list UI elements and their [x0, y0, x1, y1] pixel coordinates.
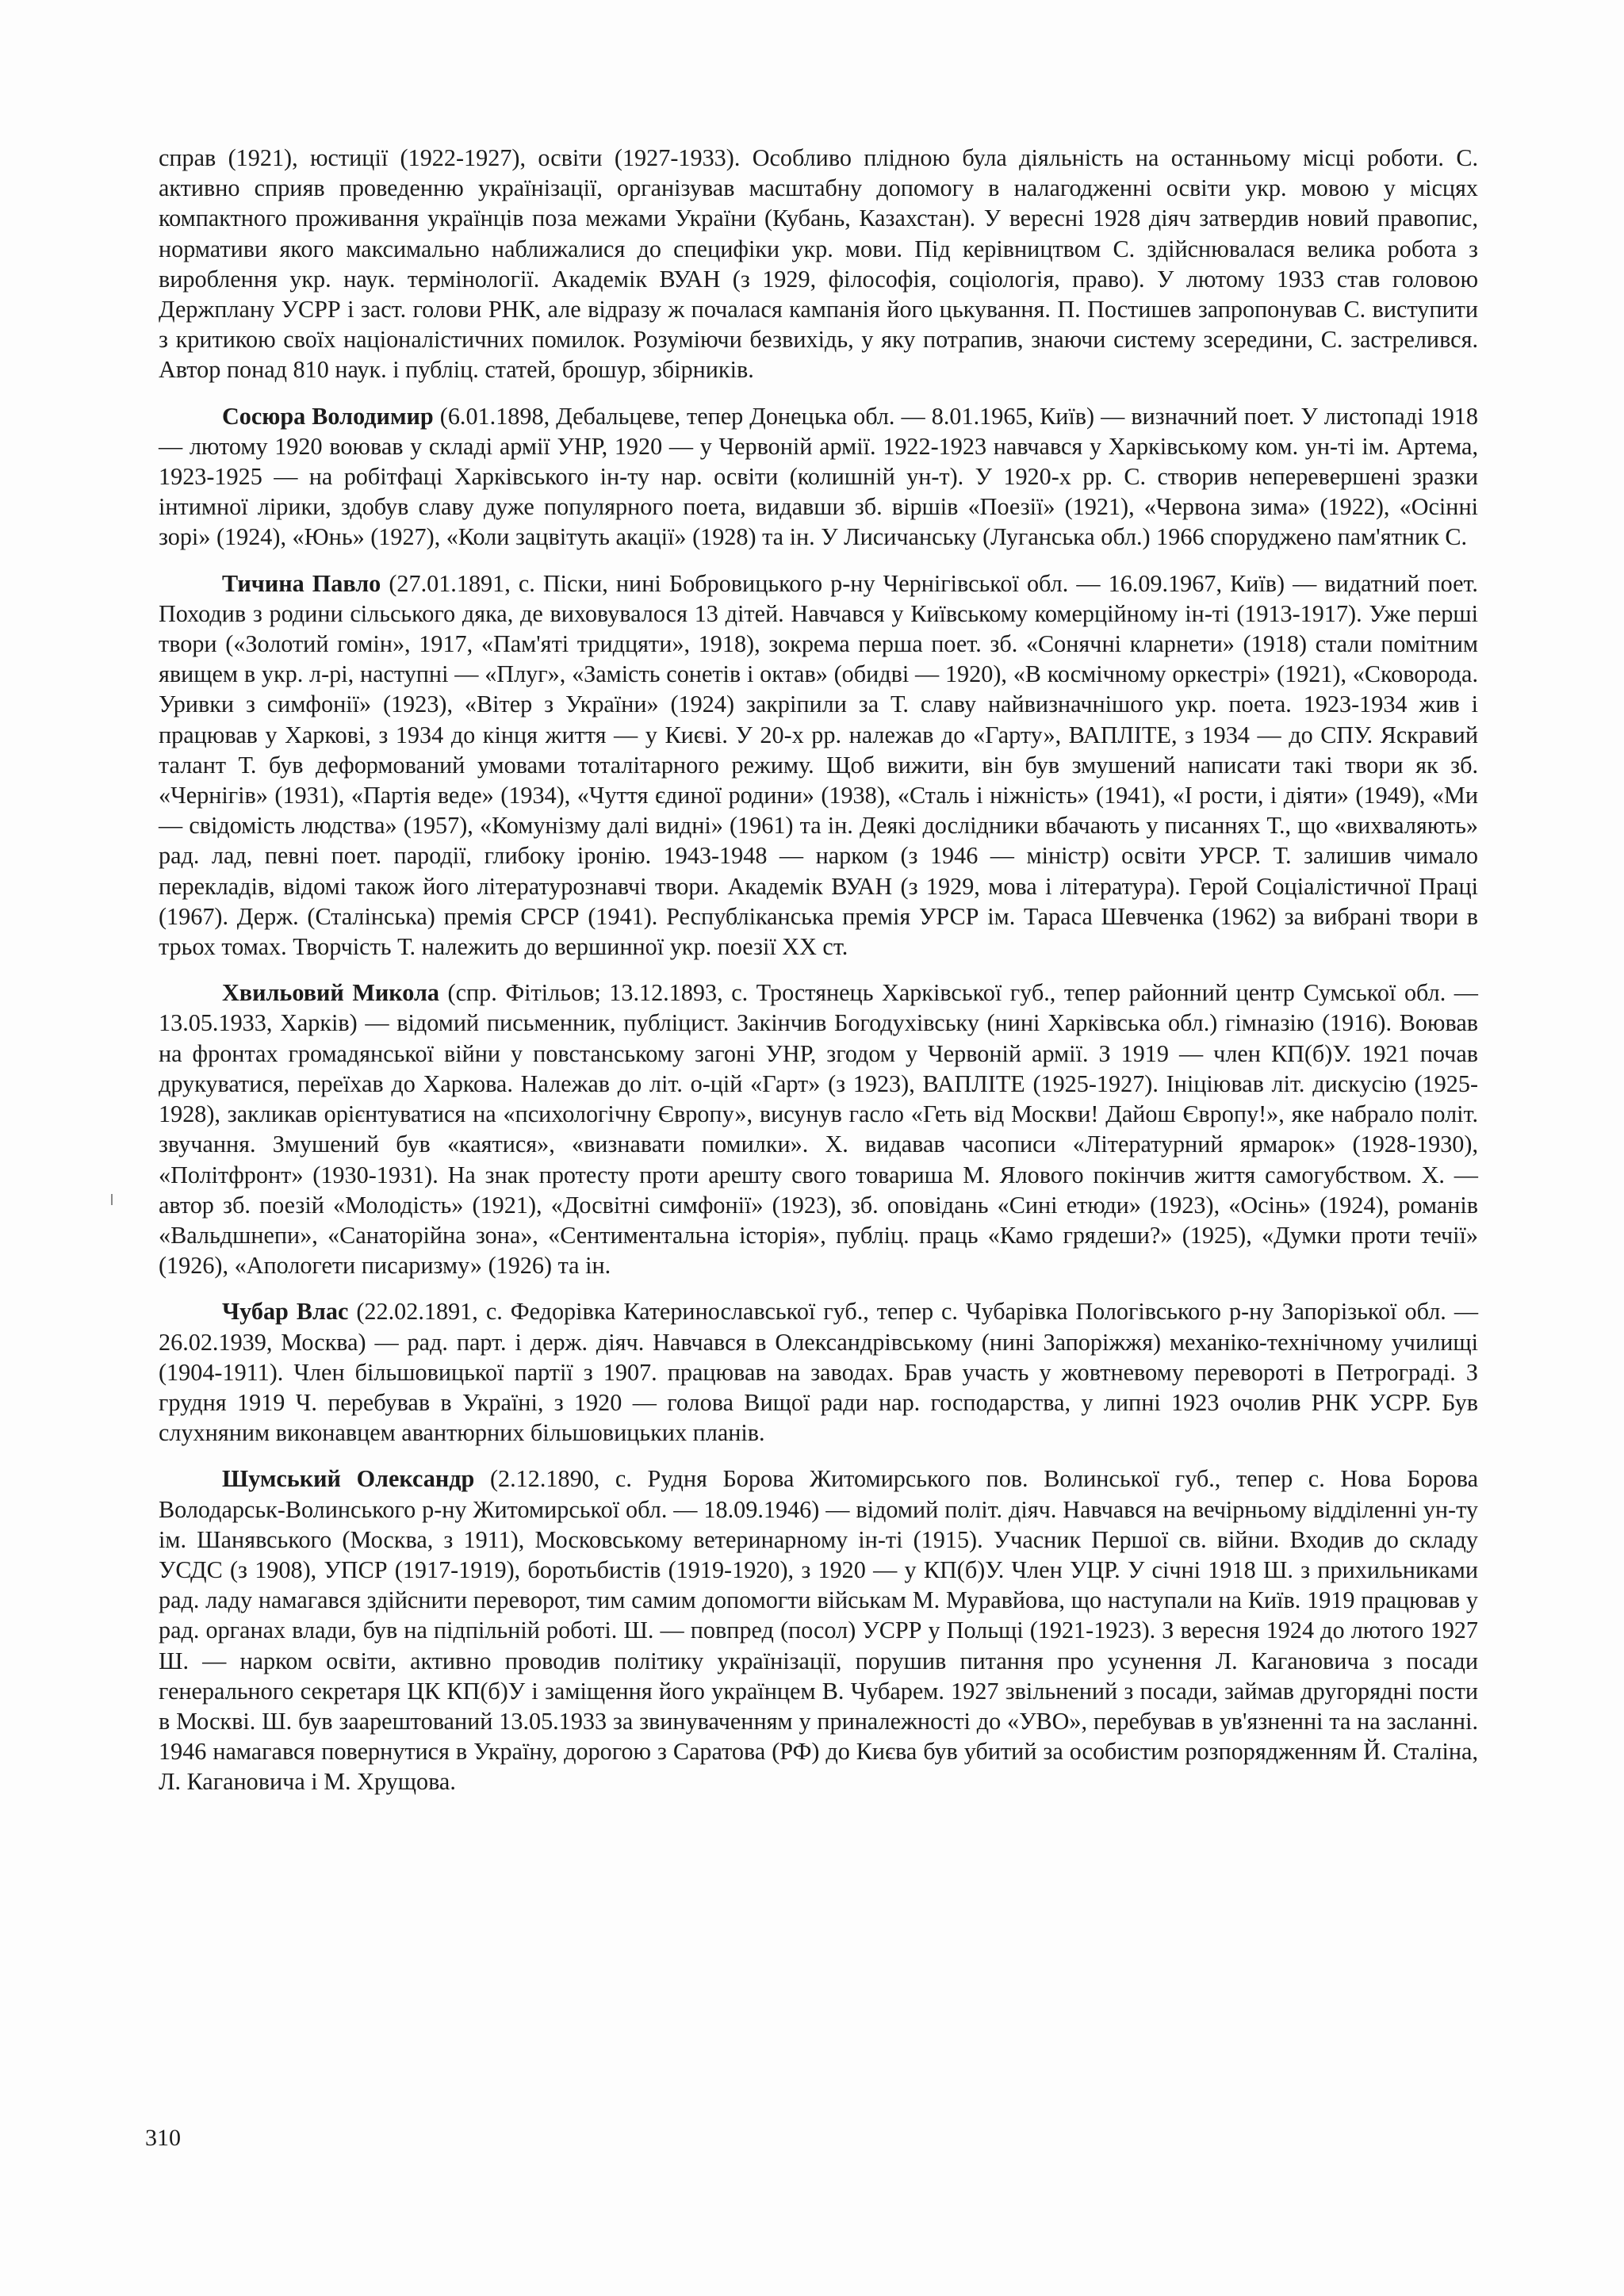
page-number: 310: [145, 2125, 181, 2151]
entry-text: (27.01.1891, с. Піски, нині Бобровицького р-ну Чернігівської обл. — 16.09.1967, Київ) — видатний поет. Походив з родини сільського дяка, де виховувалося 13 дітей. Навчався у Київському комерційному ін-ті (1913-1917). Уже перші твори («Золотий гомін», 1917, «Пам'яті тридцяти», 1918), зокрема перша поет. зб. «Сонячні кларнети» (1918) стали помітним явищем в укр. л-рі, наступні — «Плуг», «Замість сонетів і октав» (обидві — 1920), «В космічному оркестрі» (1921), «Сковорода. Уривки з симфонії» (1923), «Вітер з України» (1924) закріпили за Т. славу найвизначнішого укр. поета. 1923-1934 жив і працював у Харкові, з 1934 до кінця життя — у Києві. У 20-х рр. належав до «Гарту», ВАПЛІТЕ, з 1934 — до СПУ. Яскравий талант Т. був деформований умовами тоталітарного режиму. Щоб вижити, він був змушений написати такі твори як зб. «Чернігів» (1931), «Партія веде» (1934), «Чуття єдиної родини» (1938), «Сталь і ніжність» (1941), «І рости, і діяти» (1949), «Ми — свідомість людства» (1957), «Комунізму далі видні» (1961) та ін. Деякі дослідники вбачають у писаннях Т., що «вихваляють» рад. лад, певні поет. пародії, глибоку іронію. 1943-1948 — нарком (з 1946 — міністр) освіти УРСР. Т. залишив чимало перекладів, відомі також його літературознавчі твори. Академік ВУАН (з 1929, мова і література). Герой Соціалістичної Праці (1967). Держ. (Сталінська) премія СРСР (1941). Республіканська премія УРСР ім. Тараса Шевченка (1962) за вибрані твори в трьох томах. Творчість Т. належить до вершинної укр. поезії XX ст.: [159, 569, 1478, 961]
scan-margin-mark: [111, 1194, 113, 1205]
entry-text: (6.01.1898, Дебальцеве, тепер Донецька обл. — 8.01.1965, Київ) — визначний поет. У листопаді 1918 — лютому 1920 воював у складі армії УНР, 1920 — у Червоній армії. 1922-1923 навчався у Харківському ком. ун-ті ім. Артема, 1923-1925 — на робітфаці Харківського ін-ту нар. освіти (колишній ун-т). У 1920-х рр. С. створив неперевершені зразки інтимної лірики, здобув славу дуже популярного поета, видавши зб. віршів «Поезії» (1921), «Червона зима» (1922), «Осінні зорі» (1924), «Юнь» (1927), «Коли зацвітуть акації» (1928) та ін. У Лисичанську (Луганська обл.) 1966 споруджено пам'ятник С.: [159, 402, 1478, 551]
entry-name: Шумський Олександр: [222, 1465, 475, 1493]
entry-khvylovy: [159, 978, 1478, 1280]
entry-text: (спр. Фітільов; 13.12.1893, с. Тростянець Харківської губ., тепер районний центр Сумської обл. — 13.05.1933, Харків) — відомий письменник, публіцист. Закінчив Богодухівську (нині Харківська обл.) гімназію (1916). Воював на фронтах громадянської війни у повстанському загоні УНР, згодом у Червоній армії. З 1919 — член КП(б)У. 1921 почав друкуватися, переїхав до Харкова. Належав до літ. о-цій «Гарт» (з 1923), ВАПЛІТЕ (1925-1927). Ініціював літ. дискусію (1925-1928), закликав орієнтуватися на «психологічну Європу», висунув гасло «Геть від Москви! Дайош Європу!», яке набрало політ. звучання. Змушений був «каятися», «визнавати помилки». Х. видавав часописи «Літературний ярмарок» (1928-1930), «Політфронт» (1930-1931). На знак протесту проти арешту свого товариша М. Ялового покінчив життя самогубством. Х. — автор зб. поезій «Молодість» (1921), «Досвітні симфонії» (1923), зб. оповідань «Сині етюди» (1923), «Осінь» (1924), романів «Вальдшнепи», «Санаторійна зона», «Сентиментальна історія», публіц. праць «Камо грядеши?» (1925), «Думки проти течії» (1926), «Апологети писаризму» (1926) та ін.: [159, 979, 1478, 1280]
entry-text: (22.02.1891, с. Федорівка Катеринославської губ., тепер с. Чубарівка Пологівського р-ну Запорізької обл. — 26.02.1939, Москва) — рад. парт. і держ. діяч. Навчався в Олександрівському (нині Запоріжжя) механіко-технічному училищі (1904-1911). Член більшовицької партії з 1907. працював на заводах. Брав участь у жовтневому перевороті в Петрограді. З грудня 1919 Ч. перебував в Україні, з 1920 — голова Вищої ради нар. господарства, у липні 1923 очолив РНК УСРР. Був слухняним виконавцем авантюрних більшовицьких планів.: [159, 1298, 1479, 1447]
entry-text: (2.12.1890, с. Рудня Борова Житомирського пов. Волинської губ., тепер с. Нова Борова Володарськ-Волинського р-ну Житомирської обл. — 18.09.1946) — відомий політ. діяч. Навчався на вечірньому відділенні ун-ту ім. Шанявського (Москва, з 1911), Московському ветеринарному ін-ті (1915). Учасник Першої св. війни. Входив до складу УСДС (з 1908), УПСР (1917-1919), боротьбистів (1919-1920), з 1920 — у КП(б)У. Член УЦР. У січні 1918 Ш. з прихильниками рад. ладу намагався здійснити переворот, тим самим допомогти військам М. Муравйова, що наступали на Київ. 1919 працював у рад. органах влади, був на підпільній роботі. Ш. — повпред (посол) УСРР у Польщі (1921-1923). З вересня 1924 до лютого 1927 Ш. — нарком освіти, активно проводив політику українізації, порушив питання про усунення Л. Кагановича з посади генерального секретаря ЦК КП(б)У і заміщення його українцем В. Чубарем. 1927 звільнений з посади, займав другорядні пости в Москві. Ш. був заарештований 13.05.1933 за звинуваченням у приналежності до «УВО», перебував в ув'язненні та на засланні. 1946 намагався повернутися в Україну, дорогою з Саратова (РФ) до Києва був убитий за особистим розпорядженням Й. Сталіна, Л. Кагановича і М. Хрущова.: [159, 1465, 1478, 1796]
entry-chubar: [159, 1296, 1478, 1448]
entry-text: справ (1921), юстиції (1922-1927), освіти (1927-1933). Особливо плідною була діяльність на останньому місці роботи. С. активно сприяв проведенню українізації, організував масштабну допомогу в налагодженні освіти укр. мовою у місцях компактного проживання українців поза межами України (Кубань, Казахстан). У вересні 1928 діяч затвердив новий правопис, нормативи якого максимально наближалися до специфіки укр. мови. Під керівництвом С. здійснювалася велика робота з вироблення укр. наук. термінології. Академік ВУАН (з 1929, філософія, соціологія, право). У лютому 1933 став головою Держплану УСРР і заст. голови РНК, але відразу ж почалася кампанія його цькування. П. Постишев запропонував С. виступити з критикою своїх націоналістичних помилок. Розуміючи безвихідь, у яку потрапив, знаючи систему зсередини, С. застрелився. Автор понад 810 наук. і публіц. статей, брошур, збірників.: [159, 144, 1478, 384]
entry-continuation: [159, 143, 1478, 385]
entry-sosiura: [159, 401, 1478, 553]
entry-shumsky: [159, 1464, 1478, 1797]
entry-tychyna: [159, 568, 1478, 962]
entry-name: Чубар Влас: [222, 1298, 349, 1326]
entry-name: Сосюра Володимир: [222, 402, 434, 430]
entry-name: Тичина Павло: [222, 569, 381, 597]
document-page-text: [159, 143, 1478, 1813]
entry-name: Хвильовий Микола: [222, 979, 439, 1007]
